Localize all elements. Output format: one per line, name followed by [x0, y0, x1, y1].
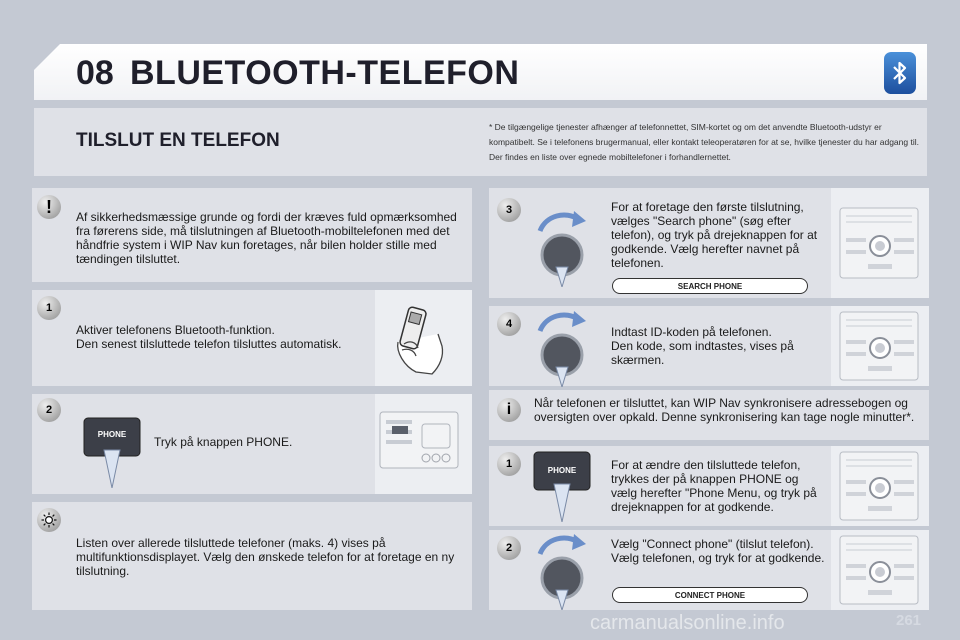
search-phone-pill: SEARCH PHONE [612, 278, 808, 294]
change2-badge: 2 [497, 536, 521, 560]
change1-text: For at ændre den tilsluttede telefon, trykkes der på knappen PHONE og vælg herefter "Phone Menu, og tryk på drejeknappen for at godkende. [611, 458, 817, 514]
step3-text: For at foretage den første tilslutning, vælges "Search phone" (søg efter telefon), og tryk på drejeknappen for at godkende. Vælg herefter navnet på telefonen. [611, 200, 818, 270]
tip-text: Listen over allerede tilsluttede telefoner (maks. 4) vises på multifunktionsdisplayet. Vælg den ønskede telefon for at foretage en ny tilslutning. [76, 536, 455, 578]
step1-text-1: Aktiver telefonens Bluetooth-funktion. [76, 323, 275, 337]
page-title: BLUETOOTH-TELEFON [130, 54, 520, 92]
step1-badge: 1 [37, 296, 61, 320]
radio-panel-icon [378, 408, 460, 470]
radio-panel-icon [838, 450, 920, 522]
page-number: 261 [896, 612, 922, 629]
phone-button-label: PHONE [547, 466, 577, 475]
phone-button-illustration [532, 448, 592, 522]
tip-lightbulb-icon [37, 508, 61, 532]
step4-text-2: Den kode, som indtastes, vises på skærmen. [611, 339, 794, 367]
radio-panel-icon [838, 534, 920, 606]
footnote: * De tilgængelige tjenester afhænger af telefonnettet, SIM-kortet og om det anvendte Bluetooth-udstyr er kompatibelt. Se i telefonens brugermanual, eller kontakt teleoperatøren for at se, hvilke tjenester du har adgang til. Der findes en liste over egnede mobiltelefoner i forhandlernettet. [489, 122, 919, 162]
rotary-knob-icon [532, 528, 592, 610]
phone-button-label: PHONE [97, 430, 127, 439]
change1-badge: 1 [497, 452, 521, 476]
step4-text-1: Indtast ID-koden på telefonen. [611, 325, 772, 339]
step2-text: Tryk på knappen PHONE. [154, 435, 293, 449]
step3-badge: 3 [497, 198, 521, 222]
warning-text: Af sikkerhedsmæssige grunde og fordi der kræves fuld opmærksomhed fra førerens side, må tilslutningen af Bluetooth-mobiltelefonen med det håndfrie system i WIP Nav kun foretages, når bilen holder stille med tændingen tilsluttet. [76, 210, 457, 266]
info-badge: i [497, 398, 521, 422]
change2-text: Vælg "Connect phone" (tilslut telefon). Vælg telefonen, og tryk for at godkende. [611, 537, 825, 565]
step1-text-2: Den senest tilsluttede telefon tilsluttes automatisk. [76, 337, 342, 351]
chapter-number: 08 [76, 54, 114, 92]
step2-badge: 2 [37, 398, 61, 422]
radio-panel-icon [838, 310, 920, 382]
info-text: Når telefonen er tilsluttet, kan WIP Nav synkronisere adressebogen og oversigten over opkald. Denne synkronisering kan tage nogle minutter*. [534, 396, 915, 424]
hand-phone-icon [392, 300, 454, 378]
phone-button-illustration [82, 414, 142, 488]
rotary-knob-icon [532, 205, 592, 287]
radio-panel-icon [838, 206, 920, 280]
warning-badge: ! [37, 195, 61, 219]
watermark: carmanualsonline.info [590, 612, 785, 634]
connect-phone-pill: CONNECT PHONE [612, 587, 808, 603]
rotary-knob-icon [532, 305, 592, 387]
section-title: TILSLUT EN TELEFON [76, 130, 280, 151]
bluetooth-icon [884, 52, 916, 94]
step4-badge: 4 [497, 312, 521, 336]
